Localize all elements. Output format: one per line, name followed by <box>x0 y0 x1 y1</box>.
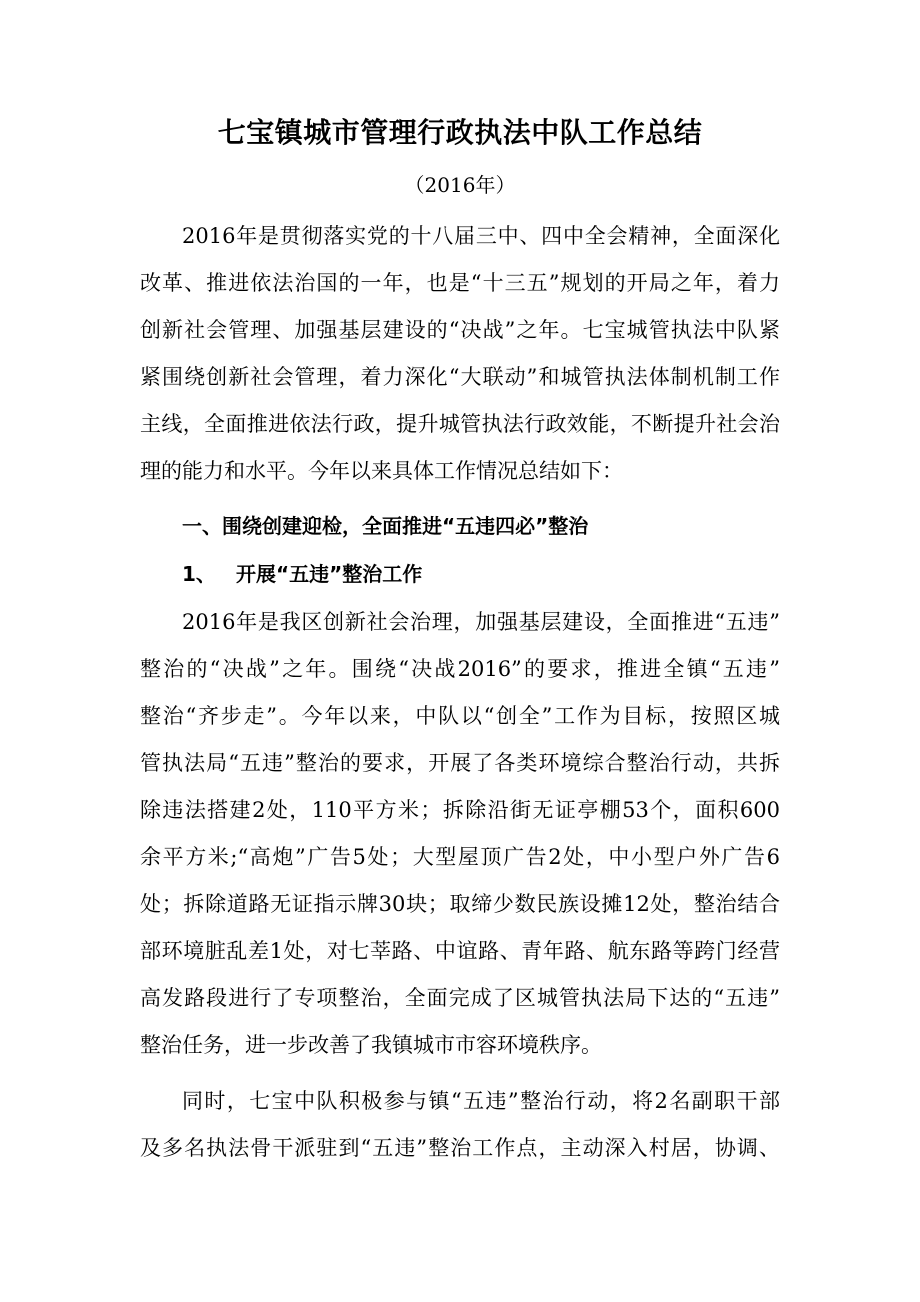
subsection-number: 1、 <box>182 562 216 586</box>
wuwei-line: 整治“齐步走”。今年以来，中队以“创全”工作为目标，按照区城 <box>140 704 780 728</box>
tongshi-line: 及多名执法骨干派驻到“五违”整治工作点，主动深入村居，协调、 <box>140 1136 780 1160</box>
wuwei-line: 管执法局“五违”整治的要求，开展了各类环境综合整治行动，共拆 <box>140 751 780 775</box>
intro-line: 2016年是贯彻落实党的十八届三中、四中全会精神，全面深化 <box>182 224 780 248</box>
subsection-title: 开展“五违”整治工作 <box>236 562 423 586</box>
wuwei-line: 整治的“决战”之年。围绕“决战2016”的要求，推进全镇“五违” <box>140 657 780 681</box>
intro-line: 紧围绕创新社会管理，着力深化“大联动”和城管执法体制机制工作 <box>140 365 780 389</box>
section-heading: 一、围绕创建迎检，全面推进“五违四必”整治 <box>182 514 589 538</box>
wuwei-line: 部环境脏乱差1处，对七莘路、中谊路、青年路、航东路等跨门经营 <box>140 939 780 963</box>
document-year: （2016年） <box>404 173 516 197</box>
wuwei-line: 余平方米;“高炮”广告5处；大型屋顶广告2处，中小型户外广告6 <box>140 845 780 869</box>
wuwei-line: 除违法搭建2处，110平方米；拆除沿街无证亭棚53个，面积600 <box>140 798 780 822</box>
wuwei-line: 整治任务，进一步改善了我镇城市市容环境秩序。 <box>140 1033 602 1057</box>
wuwei-line: 高发路段进行了专项整治，全面完成了区城管执法局下达的“五违” <box>140 986 780 1010</box>
intro-line: 主线，全面推进依法行政，提升城管执法行政效能，不断提升社会治 <box>140 412 780 436</box>
document-title: 七宝镇城市管理行政执法中队工作总结 <box>217 116 703 149</box>
intro-line: 创新社会管理、加强基层建设的“决战”之年。七宝城管执法中队紧 <box>140 318 780 342</box>
tongshi-line: 同时，七宝中队积极参与镇“五违”整治行动，将2名副职干部 <box>182 1089 780 1113</box>
wuwei-line: 2016年是我区创新社会治理，加强基层建设，全面推进“五违” <box>182 610 780 634</box>
intro-line: 理的能力和水平。今年以来具体工作情况总结如下： <box>140 459 623 483</box>
wuwei-line: 处；拆除道路无证指示牌30块；取缔少数民族设摊12处，整治结合 <box>140 892 780 916</box>
intro-line: 改革、推进依法治国的一年，也是“十三五”规划的开局之年，着力 <box>140 271 780 295</box>
